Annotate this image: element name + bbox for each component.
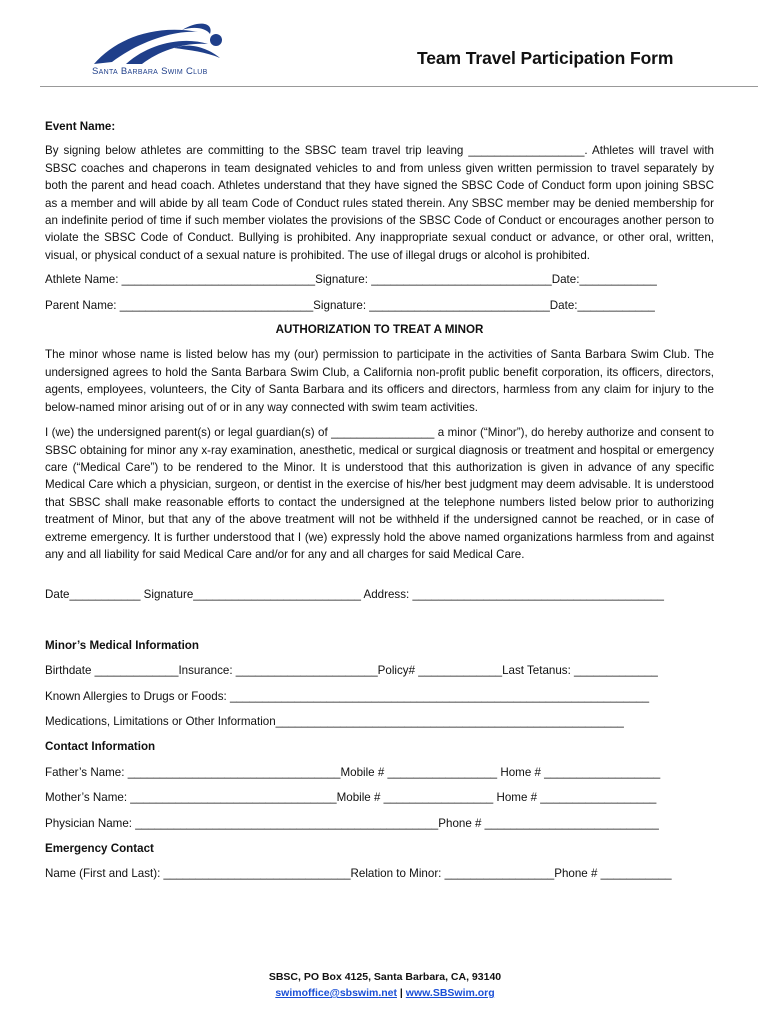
title-divider xyxy=(40,86,758,87)
website-link[interactable]: www.SBSwim.org xyxy=(405,987,495,999)
po-box: PO Box 4125 xyxy=(303,971,369,983)
form-body xyxy=(45,118,714,883)
footer-separator: | xyxy=(397,987,406,999)
medical-info-heading: Minor’s Medical Information xyxy=(45,638,199,652)
swimmer-logo-icon xyxy=(86,18,236,68)
medications-line[interactable]: Medications, Limitations or Other Information______________________________________________________ xyxy=(45,714,624,728)
emergency-contact-line[interactable]: Name (First and Last): _____________________________Relation to Minor: _________________Phone # ___________ xyxy=(45,867,672,881)
authorization-sign-line[interactable]: Date___________ Signature__________________________ Address: _______________________________________ xyxy=(45,588,664,602)
emergency-contact-heading: Emergency Contact xyxy=(45,842,154,855)
event-name-label: Event Name: xyxy=(45,120,116,133)
authorization-heading: AUTHORIZATION TO TREAT A MINOR xyxy=(275,323,484,337)
email-link[interactable]: swimoffice@sbswim.net xyxy=(275,987,398,999)
father-contact-line[interactable]: Father’s Name: _________________________________Mobile # _________________ Home # __________________ xyxy=(45,765,661,779)
mother-contact-line[interactable]: Mother’s Name: ________________________________Mobile # _________________ Home # __________________ xyxy=(45,791,657,805)
authorization-paragraph-2: I (we) the undersigned parent(s) or legal guardian(s) of ________________ a minor (“Minor”), do hereby authorize and consent to SBSC obtaining for minor any x-ray examination, anesthetic, medical or surgical diagnosis or treatment and hospital or emergency care (“Medical Care”) to be rendered to the Minor. It is understood that this authorization is given in advance of any specific Medical Care which a physician, surgeon, or dentist in the exercise of his/her best judgment may deem advisable. It is understood that SBSC shall make reasonable efforts to contact the undersigned at the telephone numbers listed below prior to authorizing treatment of Minor, but that any of the above treatment will not be withheld if the undersigned cannot be reached, or in case of extreme emergency. It is further understood that I (we) expressly hold the above named organizations harmless from and against any and all liability for said Medical Care and/or for any and all charges for said Medical Care. xyxy=(45,426,714,561)
physician-contact-line[interactable]: Physician Name: _______________________________________________Phone # ___________________________ xyxy=(45,816,659,830)
contact-info-heading: Contact Information xyxy=(45,740,156,754)
allergies-line[interactable]: Known Allergies to Drugs or Foods: _________________________________________________________________ xyxy=(45,689,650,703)
footer-links xyxy=(0,985,770,1001)
form-title: Team Travel Participation Form xyxy=(417,48,674,68)
authorization-paragraph-1: The minor whose name is listed below has my (our) permission to participate in the activities of Santa Barbara Swim Club. The undersigned agrees to hold the Santa Barbara Swim Club, a California non-profit public benefit corporation, its officers, directors, agents, employees, volunteers, the City of Santa Barbara and its officers and directors, harmless from any claim for injury to the below-named minor arising out of or in any way connected with swim team activities. xyxy=(45,348,714,414)
club-logo xyxy=(86,18,236,82)
club-name: Santa Barbara Swim Club xyxy=(92,66,208,77)
footer-address: SBSC, PO Box 4125, Santa Barbara, CA, 93140 xyxy=(268,971,502,983)
footer xyxy=(0,969,770,1001)
birthdate-insurance-line[interactable]: Birthdate _____________Insurance: ______________________Policy# _____________Last Tetanus: _____________ xyxy=(45,664,658,678)
travel-agreement-paragraph: By signing below athletes are committing to the SBSC team travel trip leaving __________________. Athletes will travel with SBSC coaches and chaperons in team designated vehicles to and from unless given written permission to travel separately by both the parent and head coach. Athletes understand that they have signed the SBSC Code of Conduct form upon joining SBSC as a member and will abide by all team Code of Conduct rules stated therein. Any SBSC member may be denied membership for an indefinite period of time if such member violates the provisions of the SBSC Code of Conduct or encourages another person to violate the SBSC Code of Conduct. Bullying is prohibited. Any inappropriate sexual conduct or advance, or other oral, written, visual, or physical conduct of a sexual nature is prohibited. The use of illegal drugs or alcohol is prohibited. xyxy=(45,144,714,262)
athlete-signature-line[interactable]: Athlete Name: ______________________________Signature: ____________________________Date:____________ xyxy=(45,273,657,287)
parent-signature-line[interactable]: Parent Name: ______________________________Signature: ____________________________Date:____________ xyxy=(45,298,655,312)
